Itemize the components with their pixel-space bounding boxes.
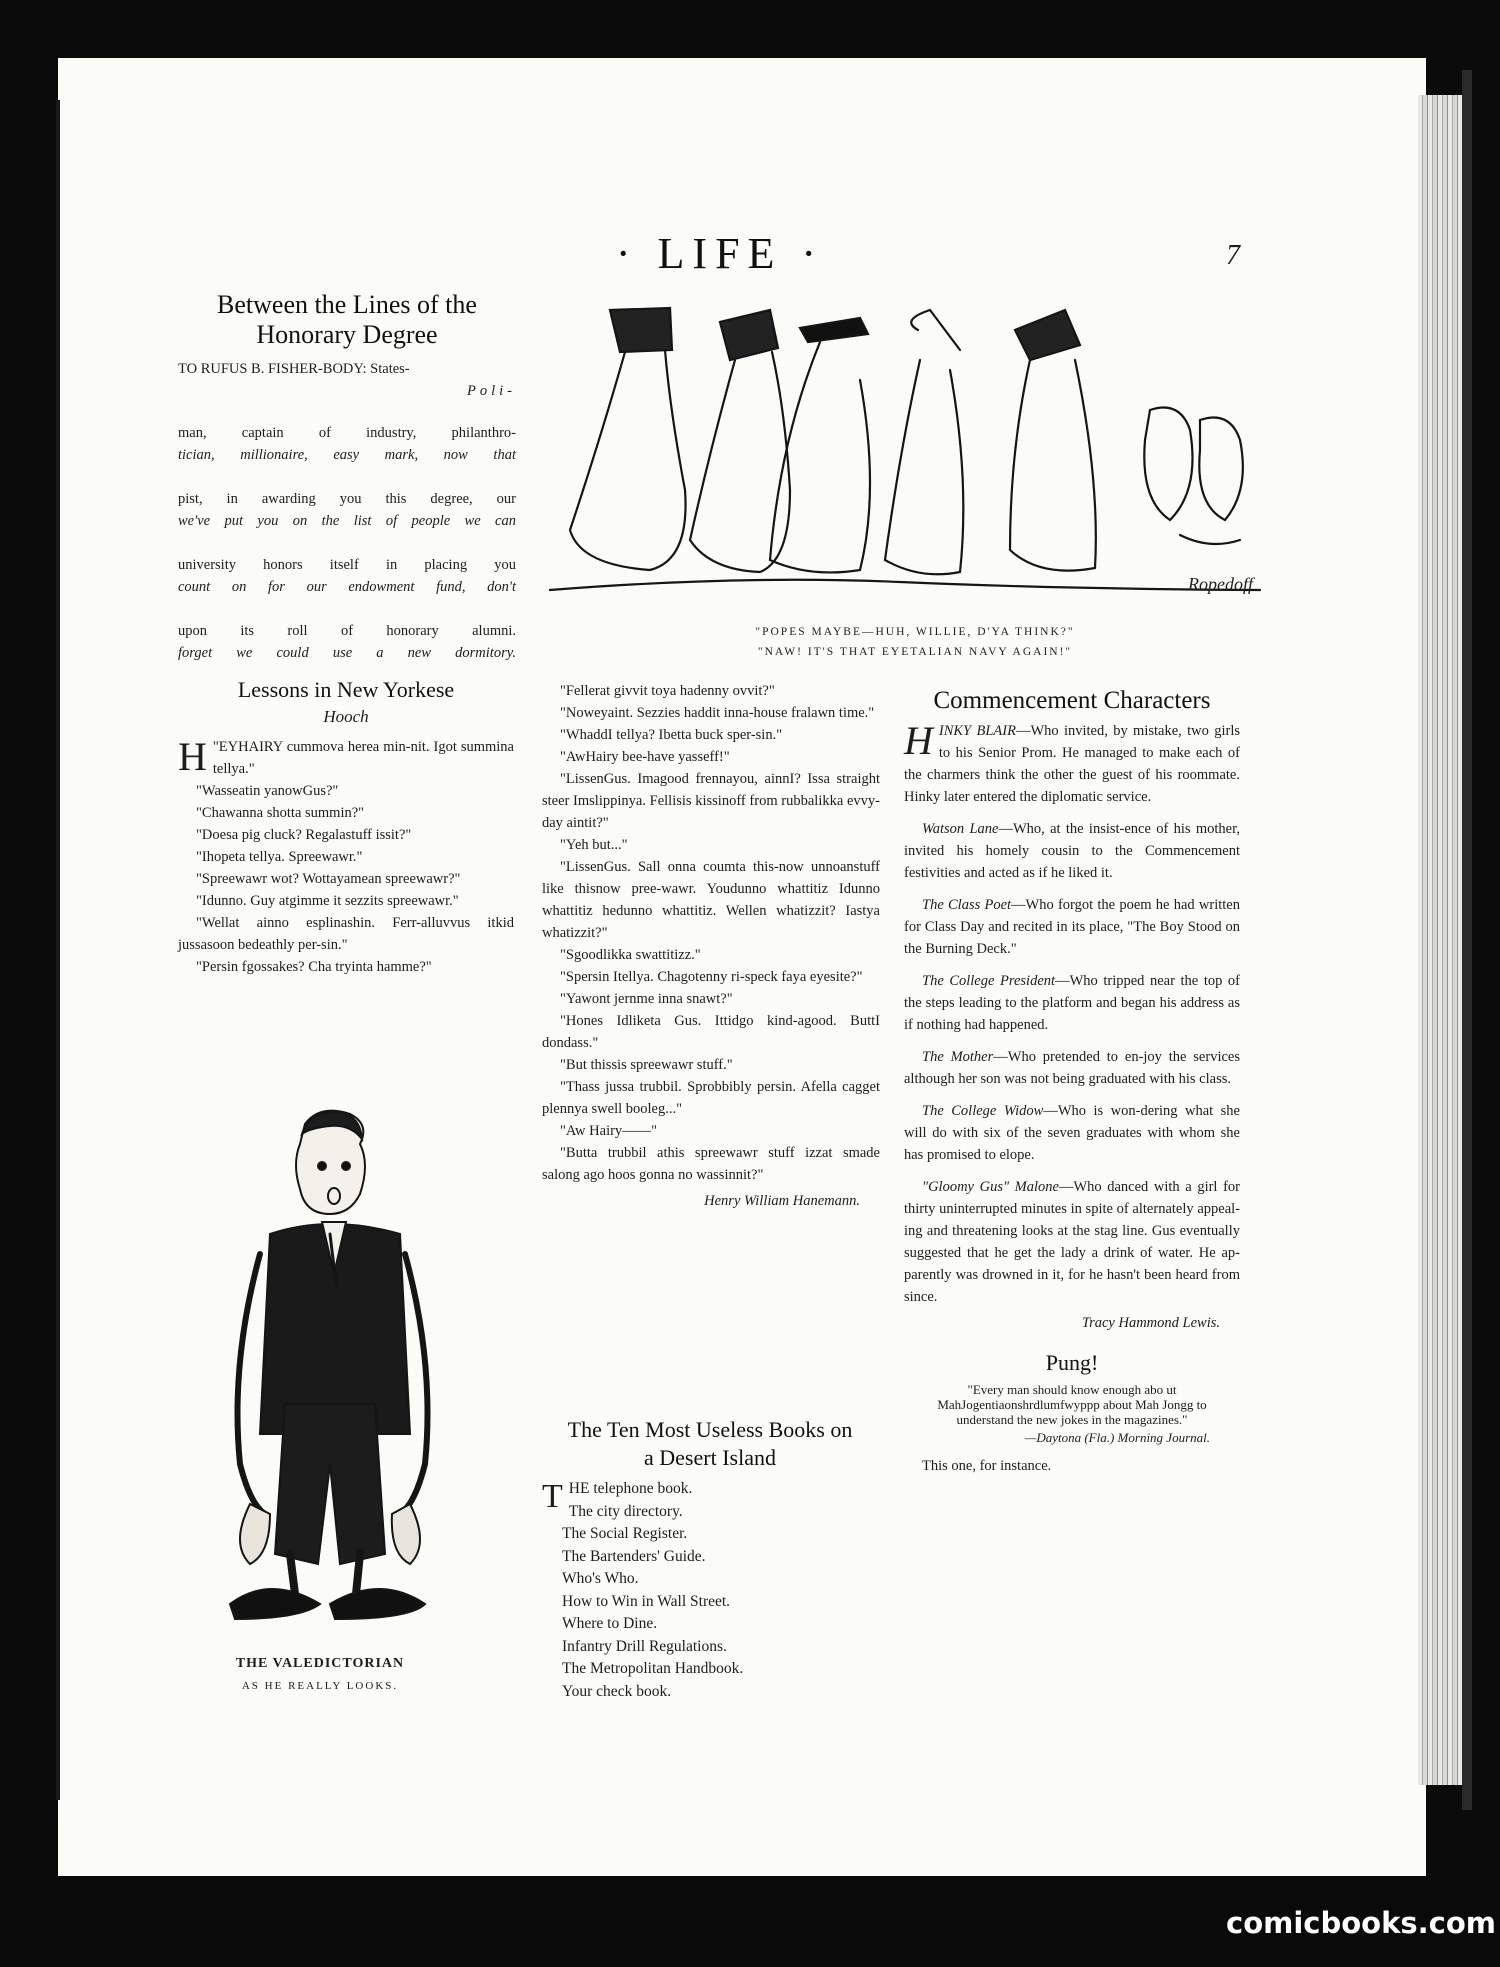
yorkese-continued-paragraph: "WhaddI tellya? Ibetta buck sper-sin." xyxy=(560,727,783,743)
yorkese-continued-paragraph: "Fellerat givvit toya hadenny ovvit?" xyxy=(560,683,775,699)
yorkese-continued-paragraph: "Sgoodlikka swattitizz." xyxy=(560,947,701,963)
yorkese-continued-paragraph: "LissenGus. Imagood frennayou, ainnI? Issa straight steer Imslippinya. Fellisis kissinoff from rubbalikka evvy-day aintit?" xyxy=(542,771,880,831)
yorkese-continued-paragraph: "Spersin Itellya. Chagotenny ri-speck faya eyesite?" xyxy=(560,969,863,985)
honorary-plain-2: pist, in awarding you this degree, our xyxy=(178,491,516,507)
honorary-italic-2: we've put you on the list of people we can xyxy=(178,513,516,529)
yorkese-continued xyxy=(542,680,880,1212)
yorkese-paragraph: "Ihopeta tellya. Spreewawr." xyxy=(196,849,363,865)
pung-title: Pung! xyxy=(1045,1350,1099,1375)
commencement-entry: The Class Poet—Who forgot the poem he had written for Class Day and recited in its place, "The Boy Stood on the Burning Deck." xyxy=(904,897,1240,957)
commencement-entry: "Gloomy Gus" Malone—Who danced with a girl for thirty uninterrupted minutes in spite of alternately appeal-ing and threatening looks at the stag line. Gus eventually suggested that he get the lady a drink of water. He ap-parently was drowned in it, for he hasn't been heard from since. xyxy=(904,1179,1240,1305)
yorkese-drop-cap: H xyxy=(178,734,207,779)
yorkese-paragraph: "Chawanna shotta summin?" xyxy=(196,805,365,821)
gutter-line xyxy=(56,100,60,1800)
commencement-entry: The College President—Who tripped near the top of the steps leading to the platform and began his address as if nothing had happened. xyxy=(904,973,1241,1033)
commencement-drop-cap: H xyxy=(904,718,933,763)
cartoon-caption xyxy=(620,622,1210,662)
pung-quote: "Every man should know enough abo ut MahJogentiaonshrdlumfwyppp about Mah Jongg to understand the new jokes in the magazines." xyxy=(937,1382,1207,1427)
useless-book-item: How to Win in Wall Street. xyxy=(562,1592,731,1610)
pung-source: —Daytona (Fla.) Morning Journal. xyxy=(1024,1430,1210,1445)
useless-book-item: Infantry Drill Regulations. xyxy=(562,1637,727,1655)
useless-drop-cap: T xyxy=(542,1478,563,1515)
useless-book-item: Your check book. xyxy=(562,1682,672,1700)
yorkese-paragraph: "Wellat ainno esplinashin. Ferr-alluvvus itkid jussasoon bedeathly per-sin." xyxy=(178,915,514,953)
commencement-article xyxy=(904,686,1240,1477)
yorkese-continued-paragraph: "But thissis spreewawr stuff." xyxy=(560,1057,733,1073)
useless-book-item: Who's Who. xyxy=(562,1570,639,1587)
useless-book-item: The Metropolitan Handbook. xyxy=(562,1660,744,1677)
useless-book-item: The city directory. xyxy=(568,1502,683,1520)
yorkese-paragraph: "Wasseatin yanowGus?" xyxy=(196,783,339,799)
watermark: comicbooks.com xyxy=(1226,1906,1496,1940)
useless-book-item: The Bartenders' Guide. xyxy=(562,1547,706,1565)
yorkese-continued-paragraph: "Yawont jernme inna snawt?" xyxy=(560,991,733,1007)
useless-books-article xyxy=(540,1416,880,1703)
commencement-entry: Watson Lane—Who, at the insist-ence of his mother, invited his homely cousin to the Commencement festivities and acted as if he liked it. xyxy=(904,821,1240,881)
yorkese-paragraph: "Idunno. Guy atgimme it sezzits spreewawr." xyxy=(196,893,459,909)
yorkese-signature: Henry William Hanemann. xyxy=(704,1193,860,1209)
yorkese-article xyxy=(178,676,514,978)
yorkese-continued-paragraph: "Thass jussa trubbil. Sprobbibly persin. Afella cagget plennya swell booleg..." xyxy=(542,1079,880,1117)
valedictorian-title: THE VALEDICTORIAN xyxy=(235,1656,405,1671)
honorary-italic-3: count on for our endowment fund, don't xyxy=(178,579,516,595)
valedictorian-caption xyxy=(170,1656,470,1692)
yorkese-paragraph: "Doesa pig cluck? Regalastuff issit?" xyxy=(196,827,412,843)
commencement-entry: The Mother—Who pretended to en-joy the services although her son was not being graduated with his class. xyxy=(904,1049,1240,1087)
honorary-plain-1: man, captain of industry, philanthro- xyxy=(178,425,516,441)
page-edges xyxy=(1418,95,1468,1785)
yorkese-title: Lessons in New Yorkese xyxy=(237,677,455,702)
honorary-title-line1: Between the Lines of the xyxy=(217,290,477,319)
useless-title-line1: The Ten Most Useless Books on xyxy=(567,1417,853,1442)
cartoon-signature: Ropedoff xyxy=(1188,574,1253,594)
yorkese-first-paragraph: H "EYHAIRY cummova herea min-nit. Igot summina tellya." xyxy=(178,734,514,779)
cartoon-caption-line2: "NAW! IT'S THAT EYETALIAN NAVY AGAIN!" xyxy=(757,646,1073,658)
valedictorian-illustration xyxy=(210,1104,450,1644)
yorkese-continued-paragraph: "Butta trubbil athis spreewawr stuff izzat smade salong ago hoos gonna no wassinnit?" xyxy=(542,1145,880,1183)
page-number: 7 xyxy=(1226,240,1240,271)
honorary-plain-4: upon its roll of honorary alumni. xyxy=(178,623,516,639)
yorkese-continued-paragraph: "Yeh but..." xyxy=(560,837,628,853)
yorkese-paragraph: "Spreewawr wot? Wottayamean spreewawr?" xyxy=(196,871,461,887)
yorkese-paragraph: "Persin fgossakes? Cha tryinta hamme?" xyxy=(196,959,432,975)
yorkese-continued-paragraph: "LissenGus. Sall onna coumta this-now unnoanstuff like thisnow pree-wawr. Youdunno whattitiz Idunno whattitiz hedunno whattitiz. Wellen whatizzit? Iastya whatizzit?" xyxy=(542,859,880,941)
commencement-entry: HINKY BLAIR—Who invited, by mistake, two girls to his Senior Prom. He managed to make each of the charmers think the other the guest of his roommate. Hinky later entered the diplomatic service. xyxy=(904,718,1240,805)
yorkese-continued-paragraph: "AwHairy bee-have yasseff!" xyxy=(560,749,730,765)
useless-book-item: HE telephone book. xyxy=(568,1480,693,1497)
pung-closing: This one, for instance. xyxy=(922,1458,1052,1474)
useless-title-line2: a Desert Island xyxy=(644,1445,776,1470)
cartoon-caption-line1: "POPES MAYBE—HUH, WILLIE, D'YA THINK?" xyxy=(755,626,1075,638)
honorary-plain-3: university honors itself in placing you xyxy=(178,557,516,573)
yorkese-continued-paragraph: "Aw Hairy——" xyxy=(560,1123,658,1139)
honorary-italic-4: forget we could use a new dormitory. xyxy=(178,645,516,661)
yorkese-continued-paragraph: "Hones Idliketa Gus. Ittidgo kind-agood. ButtI dondass." xyxy=(542,1013,880,1051)
commencement-signature: Tracy Hammond Lewis. xyxy=(1081,1315,1220,1331)
yorkese-byline: Hooch xyxy=(323,707,369,726)
honorary-degree-article xyxy=(178,290,516,664)
honorary-italic-1: tician, millionaire, easy mark, now that xyxy=(178,447,516,463)
yorkese-continued-paragraph: "Noweyaint. Sezzies haddit inna-house fralawn time." xyxy=(560,705,875,721)
useless-book-item: Where to Dine. xyxy=(562,1615,658,1632)
useless-book-item: The Social Register. xyxy=(562,1525,688,1542)
valedictorian-subtitle: AS HE REALLY LOOKS. xyxy=(241,1680,399,1692)
graduation-cartoon xyxy=(540,290,1270,610)
honorary-poli: Poli- xyxy=(467,383,516,399)
commencement-entry: The College Widow—Who is won-dering what she will do with six of the seven graduates with whom she has promised to elope. xyxy=(904,1103,1240,1163)
honorary-rows xyxy=(178,408,516,664)
book-spine-edge xyxy=(1462,70,1472,1810)
honorary-title-line2: Honorary Degree xyxy=(256,320,438,349)
honorary-to-line: TO RUFUS B. FISHER-BODY: States- xyxy=(178,361,410,377)
masthead: · LIFE · xyxy=(615,229,825,278)
commencement-title: Commencement Characters xyxy=(933,687,1211,714)
